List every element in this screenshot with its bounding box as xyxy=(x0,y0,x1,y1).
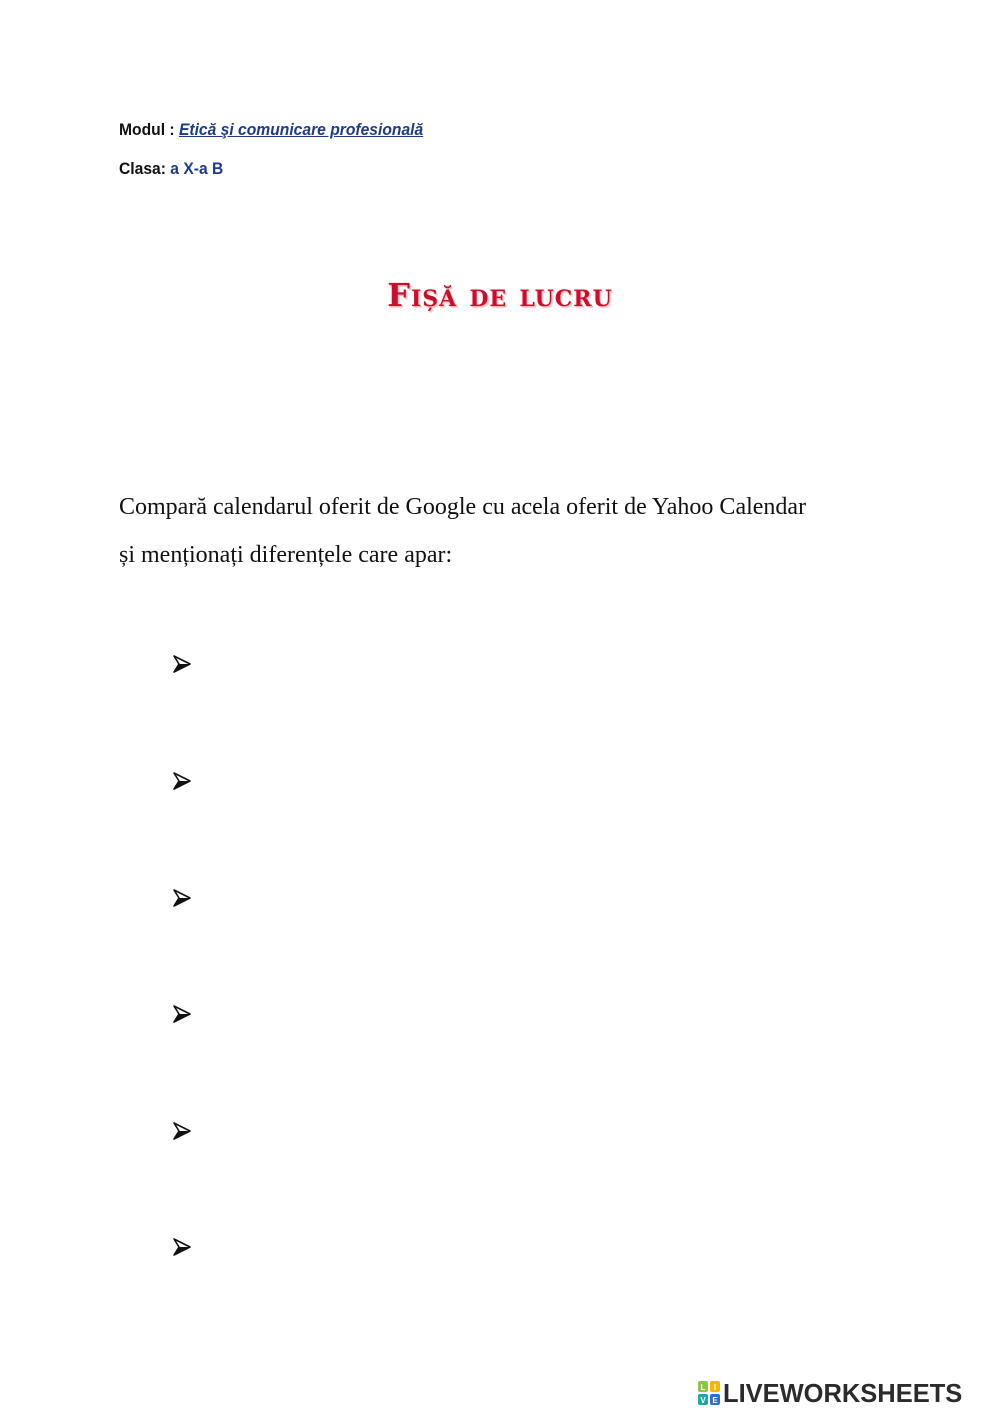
instructions-line-1: Compară calendarul oferit de Google cu acela oferit de Yahoo Calendar xyxy=(119,494,807,520)
module-label: Modul : xyxy=(119,120,175,139)
class-label: Clasa: xyxy=(119,159,166,178)
svg-text:V: V xyxy=(700,1396,706,1405)
arrowhead-bullet-icon xyxy=(172,1237,194,1259)
arrowhead-bullet-icon xyxy=(172,888,194,910)
svg-text:I: I xyxy=(713,1383,717,1392)
class-value: a X-a B xyxy=(170,159,224,178)
svg-text:L: L xyxy=(700,1383,706,1392)
svg-text:E: E xyxy=(712,1396,718,1405)
instructions-line-2: și menționați diferențele care apar: xyxy=(119,542,453,568)
worksheet-title: Fișă de lucru xyxy=(387,276,613,314)
liveworksheets-logo-text: LIVEWORKSHEETS xyxy=(723,1377,963,1408)
module-value: Etică şi comunicare profesională xyxy=(178,120,424,139)
class-line xyxy=(119,159,223,179)
instructions-text xyxy=(119,483,899,579)
liveworksheets-mark-icon xyxy=(697,1380,721,1406)
arrowhead-bullet-icon xyxy=(172,1004,194,1026)
liveworksheets-logo[interactable] xyxy=(697,1378,967,1408)
arrowhead-bullet-icon xyxy=(172,771,194,793)
module-line xyxy=(119,120,423,140)
arrowhead-bullet-icon xyxy=(172,1121,194,1143)
arrowhead-bullet-icon xyxy=(172,654,194,676)
